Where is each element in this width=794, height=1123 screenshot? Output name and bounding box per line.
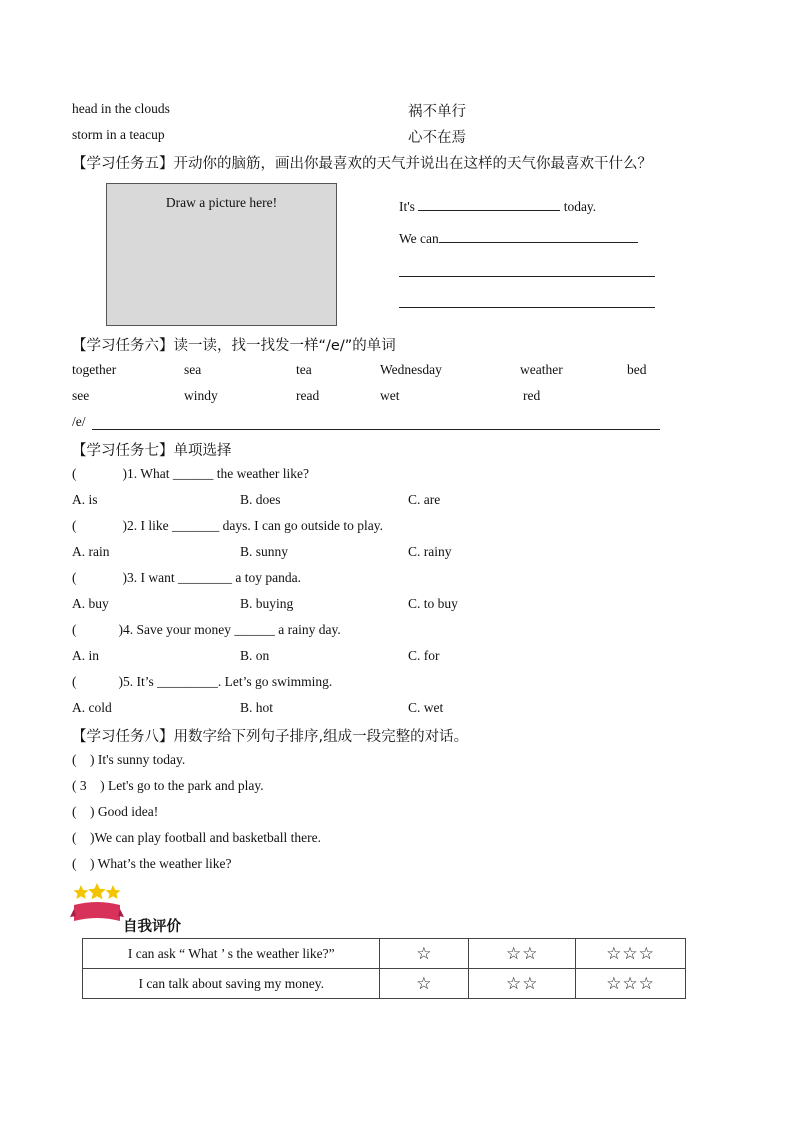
word-tea: tea: [296, 362, 312, 377]
one-star-rating[interactable]: ☆: [380, 969, 469, 999]
q2-option-b: B. sunny: [240, 544, 289, 559]
star-ribbon-icon: [70, 883, 124, 929]
activity-sentence-prefix: We can: [399, 231, 439, 246]
idiom-cn-1: 祸不单行: [408, 104, 466, 120]
self-evaluation-table: [82, 938, 686, 999]
q2-option-a: A. rain: [72, 544, 110, 559]
one-star-rating[interactable]: ☆: [380, 939, 469, 969]
word-weather: weather: [520, 362, 563, 377]
q5-option-a: A. cold: [72, 700, 112, 715]
two-star-rating[interactable]: ☆☆: [469, 969, 576, 999]
idiom-en-1: head in the clouds: [72, 101, 170, 116]
dialogue-line-4[interactable]: ( )We can play football and basketball there.: [72, 830, 321, 845]
answer-line-1[interactable]: [399, 276, 655, 277]
weather-blank[interactable]: [418, 198, 560, 211]
three-star-rating[interactable]: ☆☆☆: [576, 939, 686, 969]
dialogue-line-5[interactable]: ( ) What’s the weather like?: [72, 856, 232, 871]
dialogue-line-3[interactable]: ( ) Good idea!: [72, 804, 159, 819]
q4-option-b: B. on: [240, 648, 270, 663]
idiom-en-2: storm in a teacup: [72, 127, 165, 142]
word-read: read: [296, 388, 320, 403]
evaluation-item: I can ask “ What ’ s the weather like?”: [83, 939, 380, 969]
question-text: )1. What ______ the weather like?: [122, 466, 309, 481]
evaluation-item: I can talk about saving my money.: [83, 969, 380, 999]
task5-title: 【学习任务五】开动你的脑筋，画出你最喜欢的天气并说出在这样的天气你最喜欢干什么？: [72, 156, 652, 172]
task6-title: 【学习任务六】读一读，找一找发一样“/e/”的单词: [72, 338, 396, 354]
e-sound-label: /e/: [72, 414, 86, 429]
q2-option-c: C. rainy: [408, 544, 452, 559]
question-text: )4. Save your money ______ a rainy day.: [118, 622, 341, 637]
idiom-cn-2: 心不在焉: [408, 130, 466, 146]
q5-option-b: B. hot: [240, 700, 274, 715]
answer-line-2[interactable]: [399, 307, 655, 308]
dialogue-line-1[interactable]: ( ) It's sunny today.: [72, 752, 186, 767]
word-windy: windy: [184, 388, 218, 403]
word-bed: bed: [627, 362, 647, 377]
word-wet: wet: [380, 388, 400, 403]
activity-blank[interactable]: [439, 230, 638, 243]
task8-title: 【学习任务八】用数字给下列句子排序,组成一段完整的对话。: [72, 729, 469, 745]
drawing-area-label: Draw a picture here!: [165, 195, 278, 210]
question-1: [72, 466, 309, 482]
question-4: [72, 622, 341, 638]
drawing-area[interactable]: [106, 183, 337, 326]
answer-paren[interactable]: (: [72, 674, 77, 689]
activity-sentence: [399, 230, 638, 247]
question-text: )2. I like _______ days. I can go outside to play.: [122, 518, 383, 533]
word-sea: sea: [184, 362, 202, 377]
table-row: [83, 939, 686, 969]
weather-sentence-suffix: today.: [563, 199, 597, 214]
e-sound-answer-line[interactable]: [92, 429, 660, 430]
word-wednesday: Wednesday: [380, 362, 442, 377]
q5-option-c: C. wet: [408, 700, 444, 715]
q1-option-c: C. are: [408, 492, 441, 507]
question-5: [72, 674, 332, 690]
weather-sentence: [399, 198, 596, 215]
dialogue-line-2[interactable]: ( 3 ) Let's go to the park and play.: [72, 778, 264, 793]
two-star-rating[interactable]: ☆☆: [469, 939, 576, 969]
word-together: together: [72, 362, 117, 377]
answer-paren[interactable]: (: [72, 466, 77, 481]
answer-paren[interactable]: (: [72, 518, 77, 533]
three-star-rating[interactable]: ☆☆☆: [576, 969, 686, 999]
q1-option-a: A. is: [72, 492, 98, 507]
q1-option-b: B. does: [240, 492, 281, 507]
q4-option-c: C. for: [408, 648, 440, 663]
table-row: [83, 969, 686, 999]
word-red: red: [523, 388, 541, 403]
task7-title: 【学习任务七】单项选择: [72, 443, 232, 459]
question-text: )5. It’s _________. Let’s go swimming.: [118, 674, 333, 689]
question-text: )3. I want ________ a toy panda.: [122, 570, 301, 585]
word-see: see: [72, 388, 90, 403]
answer-paren[interactable]: (: [72, 622, 77, 637]
self-evaluation-heading: 自我评价: [123, 919, 181, 935]
question-2: [72, 518, 383, 534]
q3-option-c: C. to buy: [408, 596, 458, 611]
q4-option-a: A. in: [72, 648, 99, 663]
q3-option-a: A. buy: [72, 596, 109, 611]
question-3: [72, 570, 301, 586]
q3-option-b: B. buying: [240, 596, 294, 611]
answer-paren[interactable]: (: [72, 570, 77, 585]
weather-sentence-prefix: It's: [399, 199, 415, 214]
